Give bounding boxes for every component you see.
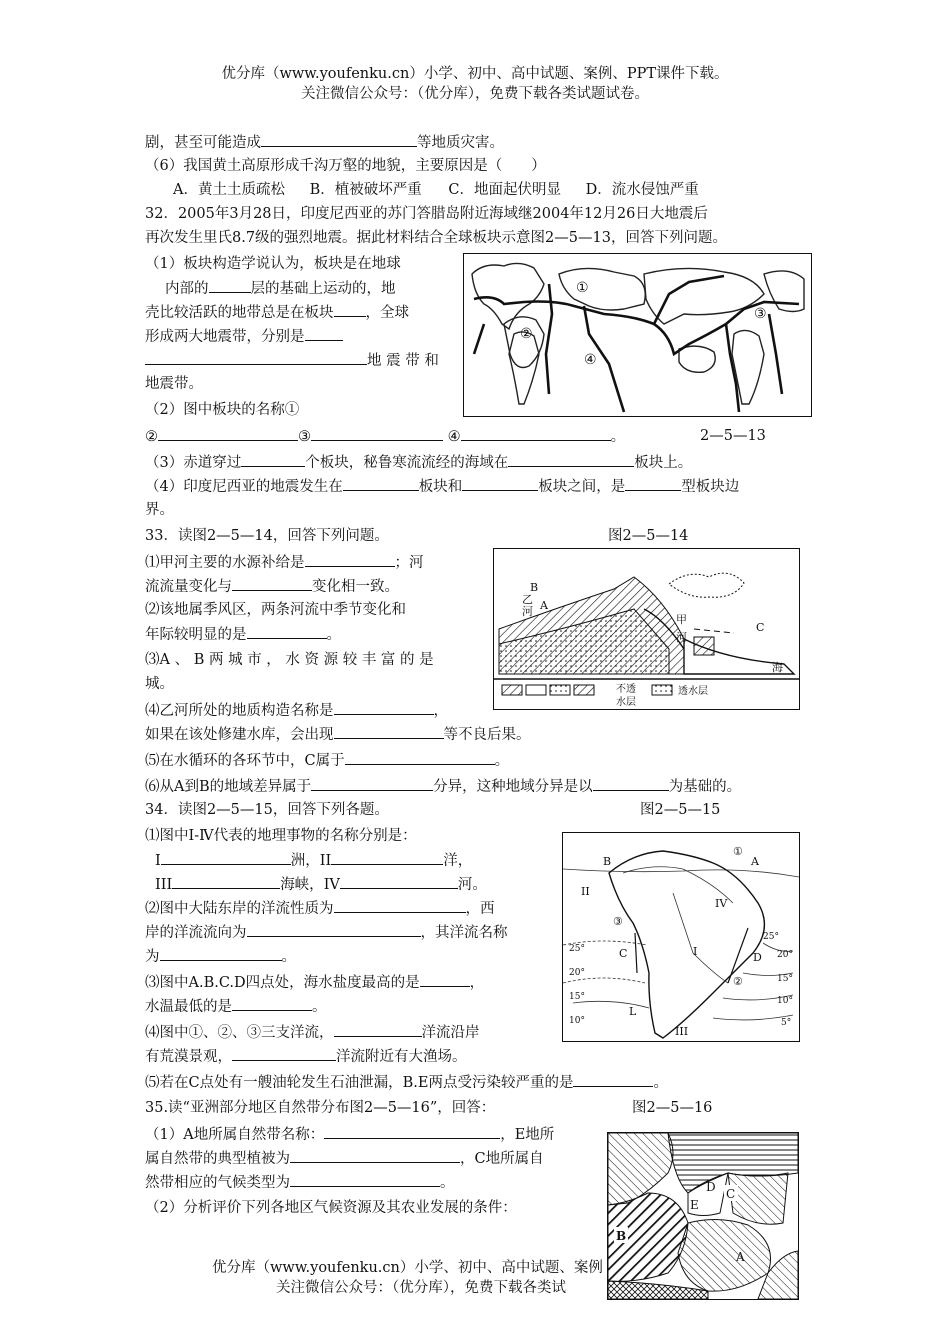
q35-s1-end — [145, 1172, 455, 1193]
q32-s3a: （3）赤道穿过 — [145, 455, 242, 471]
blank[interactable] — [247, 922, 421, 937]
blank[interactable] — [324, 1124, 500, 1139]
q32-stem-2: 再次发生里氏8.7级的强烈地震。据此材料结合全球板块示意图2—5—13，回答下列问题。 — [145, 230, 727, 246]
q34-s2b: ，西 — [465, 901, 495, 917]
q31-sub6: （6）我国黄土高原形成千沟万壑的地貌，主要原因是（ ） — [145, 158, 546, 174]
q34-i2: II — [319, 853, 332, 869]
sa-label-c1: ① — [733, 845, 743, 858]
sa-label-L: L — [629, 1005, 637, 1018]
q34-s1: ⑴图中I-Ⅳ代表的地理事物的名称分别是： — [145, 828, 417, 844]
q32-s1c-a: 壳比较活跃的地带总是在板块 — [145, 305, 334, 321]
blank[interactable] — [290, 1148, 460, 1163]
legend-imperm-1: 不透 — [616, 684, 636, 695]
footer-line-2: 关注微信公众号：（优分库），免费下载各类试 — [276, 1280, 566, 1296]
legend-imperm-2: 水层 — [616, 697, 636, 708]
q34-s2-cont — [145, 922, 508, 943]
q34-s4c: 有荒漠景观， — [145, 1049, 232, 1065]
q31-option-a: A．黄土土质疏松 — [173, 182, 285, 198]
q32-s3b: 个板块，秘鲁寒流流经的海域在 — [305, 455, 509, 471]
sa-label-B: B — [603, 855, 612, 868]
q35-s1f: 。 — [440, 1175, 455, 1191]
q33-s5 — [145, 750, 509, 771]
q35-stem: 35.读“亚洲部分地区自然带分布图2—5—16”，回答： — [145, 1100, 496, 1116]
plate-label-4: ④ — [584, 352, 597, 368]
q33-s3b: 城。 — [145, 676, 174, 692]
q34-i3: III — [155, 877, 173, 893]
q32-s3 — [145, 452, 692, 473]
sa-label-C: C — [619, 947, 628, 960]
q31-option-c: C．地面起伏明显 — [448, 182, 561, 198]
q34-s3b: ， — [469, 975, 485, 991]
q33-s6b: 分异，这种地域分异是以 — [433, 779, 593, 795]
blank[interactable] — [461, 426, 611, 441]
q32-s1f: 地震带。 — [145, 376, 203, 392]
q31-cont-a: 剧，甚至可能造成 — [145, 135, 261, 151]
q33-s6a: ⑹从A到B的地域差异属于 — [145, 779, 312, 795]
q33-s4a: ⑷乙河所处的地质构造名称是 — [145, 703, 334, 719]
q33-figure-label: 图2—5—14 — [608, 528, 689, 544]
q32-s2: （2）图中板块的名称① — [145, 402, 300, 418]
sa-t5b: 5° — [781, 1018, 792, 1028]
q32-figure-label: 2—5—13 — [700, 428, 766, 444]
plate-label-1: ① — [576, 280, 589, 296]
q33-s1 — [145, 552, 424, 573]
sa-t10a: 10° — [569, 1016, 585, 1026]
blank[interactable] — [420, 972, 470, 987]
q32-period: 。 — [610, 429, 626, 445]
q33-s1-cont — [145, 576, 399, 597]
q34-s4d: 洋流附近有大渔场。 — [336, 1049, 467, 1065]
label-he2: 河 — [676, 631, 687, 644]
sa-t20a: 20° — [569, 968, 585, 978]
south-america-map — [562, 832, 800, 1042]
q34-he: 河。 — [457, 877, 487, 893]
q33-s2c: 。 — [326, 627, 341, 643]
q33-s6 — [145, 776, 741, 797]
q32-s4a: （4）印度尼西亚的地震发生在 — [145, 479, 343, 495]
q34-s2-end — [145, 946, 296, 967]
q34-s5b: 。 — [653, 1075, 668, 1091]
header-line-2: 关注微信公众号：（优分库），免费下载各类试题试卷。 — [301, 86, 649, 102]
q35-s2: （2）分析评价下列各地区气候资源及其农业发展的条件： — [145, 1200, 517, 1216]
q34-s2a: ⑵图中大陆东岸的洋流性质为 — [145, 901, 334, 917]
q35-s1 — [145, 1124, 554, 1145]
q33-s4-cont — [145, 724, 531, 745]
blank[interactable] — [573, 1072, 653, 1087]
q32-s3c: 板块上。 — [634, 455, 693, 471]
label-C: C — [756, 621, 765, 634]
blank[interactable] — [340, 874, 458, 889]
q31-option-d: D．流水侵蚀严重 — [585, 182, 699, 198]
blank[interactable] — [261, 132, 417, 147]
q33-s5b: 。 — [494, 753, 510, 769]
q34-s3d: 。 — [312, 999, 327, 1015]
asia-zones-svg — [608, 1133, 798, 1299]
sa-label-r2: II — [581, 885, 590, 898]
q33-s4c: 如果在该处修建水库，会出现 — [145, 727, 334, 743]
blank[interactable] — [331, 850, 443, 865]
sa-t20b: 20° — [777, 950, 793, 960]
sa-label-A: A — [751, 855, 759, 868]
q32-s2-blanks — [145, 426, 625, 447]
q35-s1e: 然带相应的气候类型为 — [145, 1175, 290, 1191]
q32-s1c — [145, 302, 409, 323]
q32-stem-1: 32．2005年3月28日，印度尼西亚的苏门答腊岛附近海域继2004年12月26日大地震后 — [145, 206, 708, 222]
q32-s1d — [145, 326, 343, 347]
q35-s1d: ，C地所属自 — [460, 1151, 544, 1167]
blank[interactable] — [334, 700, 434, 715]
q32-s4 — [145, 476, 739, 497]
sa-t15a: 15° — [569, 992, 585, 1002]
sa-label-c3: ③ — [613, 915, 623, 928]
sa-label-c2: ② — [733, 975, 743, 988]
q34-s2e: 为 — [145, 949, 160, 965]
blank[interactable] — [345, 750, 495, 765]
q34-s4 — [145, 1022, 480, 1043]
asia-label-E: E — [690, 1198, 699, 1212]
q34-s2 — [145, 898, 495, 919]
south-america-svg — [563, 833, 799, 1041]
q31-option-b: B．植被破坏严重 — [309, 182, 422, 198]
label-sea: 海 — [772, 661, 783, 674]
blank[interactable] — [343, 476, 419, 491]
q32-mark-4: ④ — [447, 429, 461, 445]
q32-s4b: 板块和 — [418, 479, 463, 495]
q33-s1d: 变化相一致。 — [312, 579, 399, 595]
q34-s4-cont — [145, 1046, 467, 1067]
q33-s3a: ⑶A 、 B 两 城 市 ， 水 资 源 较 丰 富 的 是 — [145, 652, 434, 668]
q32-s1a: （1）板块构造学说认为，板块是在地球 — [145, 256, 401, 272]
blank[interactable] — [334, 898, 466, 913]
blank[interactable] — [232, 576, 312, 591]
blank[interactable] — [334, 1022, 422, 1037]
q33-s4d: 等不良后果。 — [443, 727, 531, 743]
q35-s1b: ，E地所 — [500, 1127, 555, 1143]
blank[interactable] — [305, 326, 343, 341]
q34-s5 — [145, 1072, 668, 1093]
blank[interactable] — [462, 476, 538, 491]
q32-s4c: 板块之间，是 — [538, 479, 626, 495]
sa-label-r3: III — [675, 1025, 689, 1038]
q33-s6c: 为基础的。 — [668, 779, 742, 795]
sa-label-r1: I — [693, 945, 698, 958]
q34-s2f: 。 — [281, 949, 296, 965]
q32-s1b-b: 层的基础上运动的，地 — [250, 281, 396, 297]
q33-s1b: ；河 — [394, 555, 424, 571]
blank[interactable] — [334, 302, 366, 317]
q34-s3 — [145, 972, 484, 993]
blank[interactable] — [161, 850, 291, 865]
q34-s5a: ⑸若在C点处有一艘油轮发生石油泄漏，B.E两点受污染较严重的是 — [145, 1075, 574, 1091]
blank[interactable] — [232, 996, 312, 1011]
q33-s4b: ， — [433, 703, 448, 719]
label-B: B — [530, 581, 539, 594]
q34-s4a: ⑷图中①、②、③三支洋流， — [145, 1025, 334, 1041]
q32-s4d: 型板块边 — [681, 479, 740, 495]
q34-figure-label: 图2—5—15 — [640, 802, 721, 818]
q32-mark-3: ③ — [298, 429, 311, 445]
q33-s2a: ⑵该地属季风区，两条河流中季节变化和 — [145, 602, 406, 618]
world-plates-svg — [464, 254, 811, 416]
plate-label-3: ③ — [754, 306, 767, 322]
q35-figure-label: 图2—5—16 — [632, 1100, 713, 1116]
q35-s1-cont — [145, 1148, 544, 1169]
blank[interactable] — [311, 426, 443, 441]
legend-perm: 透水层 — [678, 686, 708, 697]
q32-mark-2: ② — [145, 429, 158, 445]
footer-line-1: 优分库（www.youfenku.cn）小学、初中、高中试题、案例 — [212, 1260, 603, 1276]
q34-s1-row1 — [155, 850, 472, 871]
sa-t15b: 15° — [777, 974, 793, 984]
label-yi: 乙 — [522, 593, 533, 606]
q32-s1c-b: ，全球 — [365, 305, 409, 321]
blank[interactable] — [241, 452, 305, 467]
q34-s3c: 水温最低的是 — [145, 999, 232, 1015]
label-A: A — [540, 599, 548, 612]
blank[interactable] — [593, 776, 669, 791]
label-he: 河 — [522, 605, 533, 618]
blank[interactable] — [209, 278, 251, 293]
blank[interactable] — [625, 476, 681, 491]
blank[interactable] — [305, 552, 395, 567]
blank[interactable] — [172, 874, 280, 889]
blank[interactable] — [334, 724, 444, 739]
q35-s1c: 属自然带的典型植被为 — [145, 1151, 290, 1167]
asia-label-C: C — [726, 1187, 736, 1201]
header-line-1: 优分库（www.youfenku.cn）小学、初中、高中试题、案例、PPT课件下载。 — [221, 66, 729, 82]
geology-cross-section — [493, 548, 800, 710]
asia-label-B: B — [616, 1229, 627, 1243]
q34-stem: 34．读图2—5—15，回答下列各题。 — [145, 802, 389, 818]
q32-s1e-text: 地 震 带 和 — [367, 353, 439, 369]
q33-s2b — [145, 624, 341, 645]
blank[interactable] — [508, 452, 634, 467]
q34-zhou: 洲， — [290, 853, 320, 869]
sa-t25a: 25° — [569, 944, 585, 954]
blank[interactable] — [311, 776, 433, 791]
blank[interactable] — [145, 350, 367, 365]
q34-s2c: 岸的洋流流向为 — [145, 925, 247, 941]
q33-s2b-text: 年际较明显的是 — [145, 627, 247, 643]
asia-label-A: A — [736, 1250, 745, 1264]
blank[interactable] — [232, 1046, 336, 1061]
q32-s1d-text: 形成两大地震带，分别是 — [145, 329, 305, 345]
q31-continuation — [145, 132, 504, 153]
q34-yang: 洋， — [443, 853, 473, 869]
q34-s1-row2 — [155, 874, 487, 895]
sa-label-r4: IV — [715, 897, 728, 910]
sa-label-D: D — [753, 951, 762, 964]
sa-t10b: 10° — [777, 996, 793, 1006]
plate-label-2: ② — [520, 326, 533, 342]
q34-s3-cont — [145, 996, 327, 1017]
q34-i4: IV — [323, 877, 340, 893]
q31-cont-b: 等地质灾害。 — [417, 135, 504, 151]
q33-s1c: 流流量变化与 — [145, 579, 232, 595]
q32-s1b — [165, 278, 396, 299]
q33-s1a: ⑴甲河主要的水源补给是 — [145, 555, 305, 571]
q35-s1a: （1）A地所属自然带名称： — [145, 1127, 325, 1143]
asia-label-D: D — [706, 1180, 716, 1194]
q34-i1: I — [155, 853, 161, 869]
geology-svg — [494, 549, 799, 709]
asia-zones-map — [607, 1132, 799, 1300]
q34-xia: 海峡， — [280, 877, 324, 893]
sa-t25b: 25° — [763, 932, 779, 942]
q33-s4 — [145, 700, 448, 721]
q32-s1b-a: 内部的 — [165, 281, 209, 297]
blank[interactable] — [290, 1172, 440, 1187]
q31-options — [173, 180, 699, 200]
q32-s4e: 界。 — [145, 502, 174, 518]
q32-s1e — [145, 350, 439, 371]
blank[interactable] — [158, 426, 298, 441]
label-jia: 甲 — [676, 613, 687, 626]
blank[interactable] — [160, 946, 282, 961]
q34-s3a: ⑶图中A.B.C.D四点处，海水盐度最高的是 — [145, 975, 420, 991]
world-plates-map — [463, 253, 812, 417]
q33-s5a: ⑸在水循环的各环节中，C属于 — [145, 753, 345, 769]
q34-s4b: 洋流沿岸 — [421, 1025, 480, 1041]
q33-stem: 33．读图2—5—14，回答下列问题。 — [145, 528, 389, 544]
q34-s2d: ，其洋流名称 — [420, 925, 508, 941]
blank[interactable] — [247, 624, 327, 639]
